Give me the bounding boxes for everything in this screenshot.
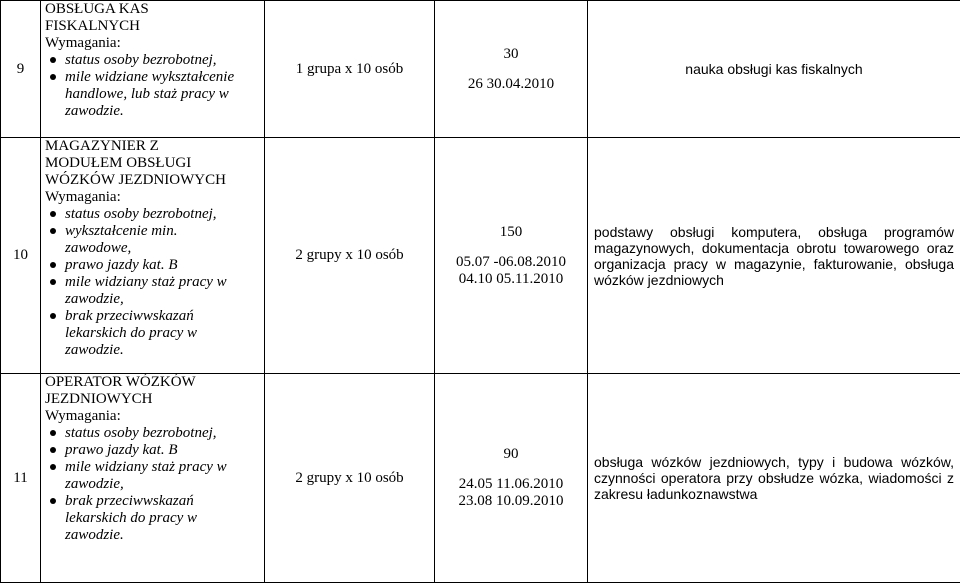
table-row (1, 1, 960, 138)
requirement-line: lekarskich do pracy w (65, 510, 198, 526)
groups-cell: 2 grupy x 10 osób (265, 138, 435, 374)
course-title-line: OPERATOR WÓZKÓW (45, 374, 196, 390)
requirements-label: Wymagania: (45, 189, 121, 205)
table-body (1, 1, 960, 583)
requirements-list (45, 52, 264, 120)
course-cell (41, 1, 265, 138)
requirement-line: wykształcenie min. (65, 223, 178, 239)
course-title-line: MAGAZYNIER Z (45, 138, 159, 154)
bullet-icon (50, 447, 56, 453)
bullet-icon (50, 279, 56, 285)
row-number: 10 (1, 138, 41, 374)
program-text: obsługa wózków jezdniowych, typy i budowa wózków, czynności operatora przy obsłudze wózka, wiadomości z zakresu ładunkoznawstwa (594, 454, 954, 502)
course-title-line: FISKALNYCH (45, 18, 141, 34)
hours-value: 150 (499, 223, 523, 240)
bullet-icon (50, 313, 56, 319)
requirement-line: zawodowe, (65, 240, 132, 256)
bullet-icon (50, 228, 56, 234)
requirement-line: zawodzie, (65, 476, 124, 492)
requirement-line: mile widziane wykształcenie (65, 69, 235, 85)
requirement-line: zawodzie. (65, 527, 124, 543)
requirement-line: handlowe, lub staż pracy w (65, 86, 229, 102)
program-cell (588, 374, 960, 583)
requirement-line: brak przeciwwskazań (65, 493, 194, 509)
date-range: 24.05 11.06.2010 (458, 476, 564, 492)
date-range: 26 30.04.2010 (467, 75, 555, 92)
requirement-line: zawodzie, (65, 291, 124, 307)
requirements-list (45, 425, 264, 544)
requirement-line: prawo jazdy kat. B (65, 442, 178, 458)
requirement-line: lekarskich do pracy w (65, 325, 198, 341)
bullet-icon (50, 464, 56, 470)
program-cell (588, 1, 960, 138)
table-row (1, 138, 960, 374)
requirement-item (45, 257, 264, 274)
hours-dates-cell (435, 138, 588, 374)
requirement-item (45, 223, 264, 257)
bullet-icon (50, 262, 56, 268)
requirement-line: mile widziany staż pracy w (65, 459, 227, 475)
course-title-line: MODUŁEM OBSŁUGI (45, 155, 192, 171)
program-text: nauka obsługi kas fiskalnych (685, 61, 863, 77)
table-row (1, 374, 960, 583)
requirement-line: brak przeciwwskazań (65, 308, 194, 324)
row-number: 9 (1, 1, 41, 138)
course-cell (41, 374, 265, 583)
requirement-item (45, 425, 264, 442)
bullet-icon (50, 498, 56, 504)
hours-value: 30 (503, 45, 519, 62)
program-cell (588, 138, 960, 374)
date-range: 04.10 05.11.2010 (458, 270, 564, 287)
bullet-icon (50, 57, 56, 63)
requirement-item (45, 459, 264, 493)
hours-value: 90 (503, 446, 519, 462)
requirement-line: status osoby bezrobotnej, (65, 425, 217, 441)
course-title-line: WÓZKÓW JEZDNIOWYCH (45, 172, 226, 188)
requirement-item (45, 308, 264, 359)
groups-cell: 1 grupa x 10 osób (265, 1, 435, 138)
requirement-item (45, 493, 264, 544)
requirement-item (45, 442, 264, 459)
date-range: 05.07 -06.08.2010 (456, 253, 566, 270)
requirements-list (45, 206, 264, 359)
date-range: 23.08 10.09.2010 (458, 493, 564, 509)
requirement-line: zawodzie. (65, 103, 124, 119)
bullet-icon (50, 211, 56, 217)
course-title-line: JEZDNIOWYCH (45, 391, 153, 407)
requirements-label: Wymagania: (45, 408, 121, 424)
bullet-icon (50, 74, 56, 80)
bullet-icon (50, 430, 56, 436)
course-cell (41, 138, 265, 374)
requirement-item (45, 274, 264, 308)
groups-cell: 2 grupy x 10 osób (265, 374, 435, 583)
requirement-item (45, 206, 264, 223)
requirement-line: zawodzie. (65, 342, 124, 358)
requirement-line: mile widziany staż pracy w (65, 274, 227, 290)
requirement-item (45, 69, 264, 120)
course-title-line: OBSŁUGA KAS (45, 1, 149, 17)
requirement-line: status osoby bezrobotnej, (65, 52, 217, 68)
requirement-item (45, 52, 264, 69)
hours-dates-cell (435, 1, 588, 138)
requirement-line: status osoby bezrobotnej, (65, 206, 217, 222)
row-number: 11 (1, 374, 41, 583)
hours-dates-cell (435, 374, 588, 583)
requirements-label: Wymagania: (45, 35, 121, 51)
requirement-line: prawo jazdy kat. B (65, 257, 178, 273)
program-text: podstawy obsługi komputera, obsługa programów magazynowych, dokumentacja obrotu towarowego oraz organizacja pracy w magazynie, fakturowanie, obsługa wózków jezdniowych (594, 223, 954, 288)
